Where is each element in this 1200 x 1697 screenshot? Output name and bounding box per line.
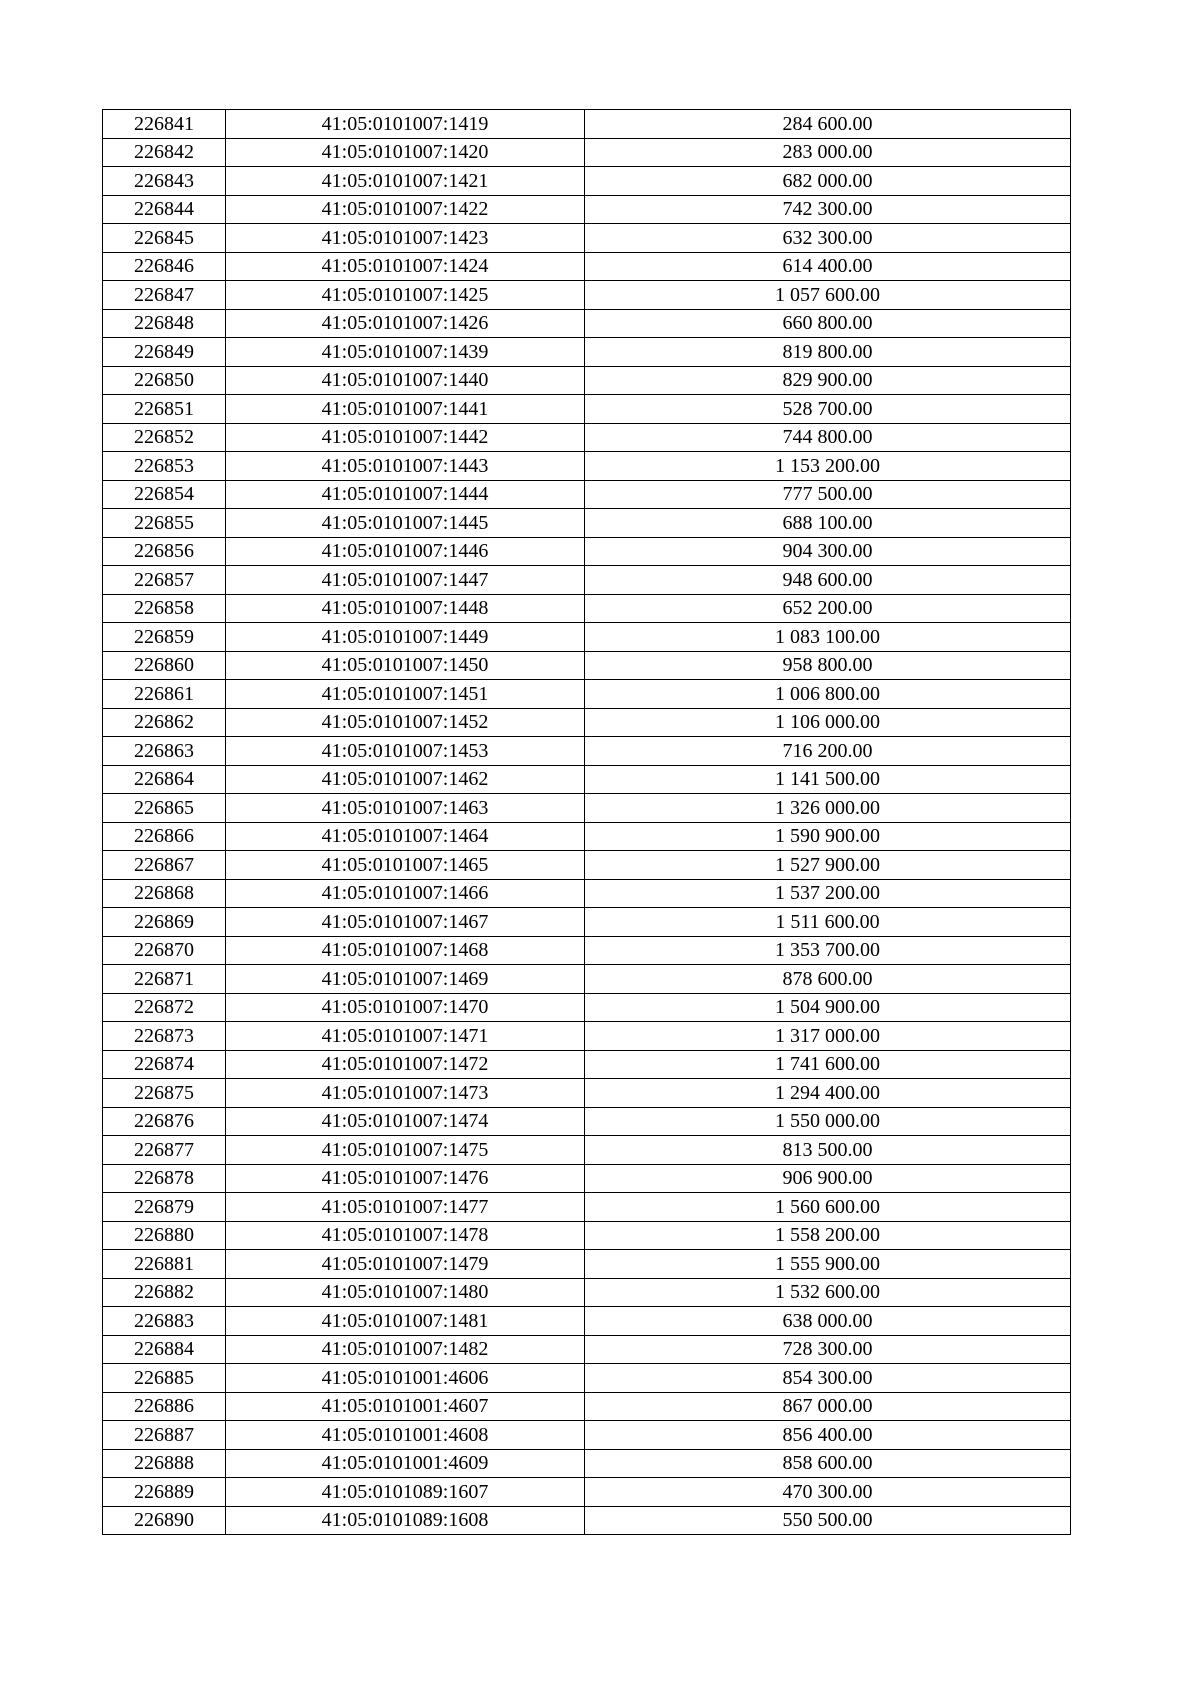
table-row [103, 452, 1071, 481]
cadastral-value-cell: 1 537 200.00 [585, 879, 1071, 908]
cadastral-value-cell: 470 300.00 [585, 1478, 1071, 1507]
row-number-cell: 226890 [103, 1506, 226, 1535]
row-number-cell: 226874 [103, 1050, 226, 1079]
cadastral-number-cell: 41:05:0101007:1474 [226, 1107, 585, 1136]
cadastral-number-cell: 41:05:0101001:4609 [226, 1449, 585, 1478]
row-number-cell: 226880 [103, 1221, 226, 1250]
row-number-cell: 226857 [103, 566, 226, 595]
row-number-cell: 226886 [103, 1392, 226, 1421]
table-row [103, 1136, 1071, 1165]
row-number-cell: 226883 [103, 1307, 226, 1336]
row-number-cell: 226869 [103, 908, 226, 937]
cadastral-number-cell: 41:05:0101007:1476 [226, 1164, 585, 1193]
cadastral-number-cell: 41:05:0101007:1481 [226, 1307, 585, 1336]
row-number-cell: 226864 [103, 765, 226, 794]
cadastral-value-cell: 682 000.00 [585, 167, 1071, 196]
row-number-cell: 226846 [103, 252, 226, 281]
table-row [103, 309, 1071, 338]
row-number-cell: 226860 [103, 651, 226, 680]
row-number-cell: 226889 [103, 1478, 226, 1507]
table-row [103, 281, 1071, 310]
cadastral-value-cell: 958 800.00 [585, 651, 1071, 680]
table-row [103, 993, 1071, 1022]
cadastral-value-cell: 528 700.00 [585, 395, 1071, 424]
cadastral-value-cell: 819 800.00 [585, 338, 1071, 367]
row-number-cell: 226867 [103, 851, 226, 880]
row-number-cell: 226885 [103, 1364, 226, 1393]
table-row [103, 366, 1071, 395]
row-number-cell: 226862 [103, 708, 226, 737]
cadastral-value-cell: 867 000.00 [585, 1392, 1071, 1421]
cadastral-number-cell: 41:05:0101007:1447 [226, 566, 585, 595]
cadastral-value-cell: 904 300.00 [585, 537, 1071, 566]
cadastral-number-cell: 41:05:0101007:1478 [226, 1221, 585, 1250]
table-row [103, 1478, 1071, 1507]
table-row [103, 1364, 1071, 1393]
cadastral-number-cell: 41:05:0101007:1479 [226, 1250, 585, 1279]
row-number-cell: 226855 [103, 509, 226, 538]
cadastral-number-cell: 41:05:0101007:1441 [226, 395, 585, 424]
cadastral-value-cell: 1 326 000.00 [585, 794, 1071, 823]
cadastral-number-cell: 41:05:0101007:1421 [226, 167, 585, 196]
cadastral-value-cell: 744 800.00 [585, 423, 1071, 452]
cadastral-value-cell: 948 600.00 [585, 566, 1071, 595]
cadastral-number-cell: 41:05:0101001:4608 [226, 1421, 585, 1450]
table-row [103, 566, 1071, 595]
table-row [103, 737, 1071, 766]
cadastral-value-cell: 284 600.00 [585, 110, 1071, 139]
table-row [103, 680, 1071, 709]
table-row [103, 623, 1071, 652]
cadastral-value-cell: 688 100.00 [585, 509, 1071, 538]
table-row [103, 1506, 1071, 1535]
row-number-cell: 226854 [103, 480, 226, 509]
cadastral-number-cell: 41:05:0101007:1443 [226, 452, 585, 481]
cadastral-number-cell: 41:05:0101007:1468 [226, 936, 585, 965]
table-row [103, 908, 1071, 937]
cadastral-number-cell: 41:05:0101089:1608 [226, 1506, 585, 1535]
row-number-cell: 226876 [103, 1107, 226, 1136]
cadastral-value-cell: 1 504 900.00 [585, 993, 1071, 1022]
cadastral-number-cell: 41:05:0101089:1607 [226, 1478, 585, 1507]
cadastral-value-cell: 1 558 200.00 [585, 1221, 1071, 1250]
cadastral-number-cell: 41:05:0101007:1420 [226, 138, 585, 167]
table-row [103, 1250, 1071, 1279]
row-number-cell: 226881 [103, 1250, 226, 1279]
cadastral-number-cell: 41:05:0101007:1482 [226, 1335, 585, 1364]
row-number-cell: 226847 [103, 281, 226, 310]
cadastral-number-cell: 41:05:0101007:1472 [226, 1050, 585, 1079]
cadastral-value-cell: 1 083 100.00 [585, 623, 1071, 652]
row-number-cell: 226887 [103, 1421, 226, 1450]
table-row [103, 1193, 1071, 1222]
cadastral-number-cell: 41:05:0101001:4606 [226, 1364, 585, 1393]
cadastral-value-cell: 1 294 400.00 [585, 1079, 1071, 1108]
table-row [103, 537, 1071, 566]
cadastral-number-cell: 41:05:0101007:1442 [226, 423, 585, 452]
cadastral-number-cell: 41:05:0101007:1424 [226, 252, 585, 281]
cadastral-value-cell: 1 741 600.00 [585, 1050, 1071, 1079]
cadastral-number-cell: 41:05:0101007:1452 [226, 708, 585, 737]
table-row [103, 480, 1071, 509]
row-number-cell: 226848 [103, 309, 226, 338]
cadastral-number-cell: 41:05:0101007:1425 [226, 281, 585, 310]
table-row [103, 1421, 1071, 1450]
cadastral-value-cell: 1 153 200.00 [585, 452, 1071, 481]
cadastral-number-cell: 41:05:0101007:1450 [226, 651, 585, 680]
row-number-cell: 226844 [103, 195, 226, 224]
cadastral-number-cell: 41:05:0101007:1449 [226, 623, 585, 652]
row-number-cell: 226868 [103, 879, 226, 908]
cadastral-number-cell: 41:05:0101007:1451 [226, 680, 585, 709]
cadastral-number-cell: 41:05:0101007:1444 [226, 480, 585, 509]
cadastral-number-cell: 41:05:0101007:1470 [226, 993, 585, 1022]
cadastral-number-cell: 41:05:0101007:1469 [226, 965, 585, 994]
table-row [103, 1164, 1071, 1193]
cadastral-value-cell: 906 900.00 [585, 1164, 1071, 1193]
cadastral-value-cell: 813 500.00 [585, 1136, 1071, 1165]
table-row [103, 1221, 1071, 1250]
table-row [103, 1079, 1071, 1108]
cadastral-number-cell: 41:05:0101007:1462 [226, 765, 585, 794]
table-row [103, 252, 1071, 281]
cadastral-value-cell: 1 527 900.00 [585, 851, 1071, 880]
row-number-cell: 226853 [103, 452, 226, 481]
row-number-cell: 226841 [103, 110, 226, 139]
cadastral-value-cell: 1 057 600.00 [585, 281, 1071, 310]
table-row [103, 765, 1071, 794]
row-number-cell: 226850 [103, 366, 226, 395]
cadastral-number-cell: 41:05:0101007:1466 [226, 879, 585, 908]
table-row [103, 879, 1071, 908]
cadastral-value-cell: 1 317 000.00 [585, 1022, 1071, 1051]
cadastral-value-cell: 1 550 000.00 [585, 1107, 1071, 1136]
row-number-cell: 226865 [103, 794, 226, 823]
row-number-cell: 226842 [103, 138, 226, 167]
table-body [103, 110, 1071, 1535]
cadastral-number-cell: 41:05:0101007:1423 [226, 224, 585, 253]
cadastral-value-cell: 856 400.00 [585, 1421, 1071, 1450]
cadastral-value-cell: 1 511 600.00 [585, 908, 1071, 937]
cadastral-value-cell: 1 006 800.00 [585, 680, 1071, 709]
row-number-cell: 226882 [103, 1278, 226, 1307]
cadastral-value-cell: 614 400.00 [585, 252, 1071, 281]
cadastral-value-cell: 660 800.00 [585, 309, 1071, 338]
row-number-cell: 226877 [103, 1136, 226, 1165]
row-number-cell: 226873 [103, 1022, 226, 1051]
cadastral-value-cell: 716 200.00 [585, 737, 1071, 766]
cadastral-number-cell: 41:05:0101007:1440 [226, 366, 585, 395]
cadastral-value-cell: 742 300.00 [585, 195, 1071, 224]
table-row [103, 138, 1071, 167]
row-number-cell: 226888 [103, 1449, 226, 1478]
table-row [103, 509, 1071, 538]
table-row [103, 1449, 1071, 1478]
table-row [103, 167, 1071, 196]
cadastral-number-cell: 41:05:0101007:1463 [226, 794, 585, 823]
table-row [103, 1307, 1071, 1336]
table-row [103, 965, 1071, 994]
row-number-cell: 226852 [103, 423, 226, 452]
cadastral-number-cell: 41:05:0101007:1467 [226, 908, 585, 937]
cadastral-value-cell: 858 600.00 [585, 1449, 1071, 1478]
cadastral-value-cell: 728 300.00 [585, 1335, 1071, 1364]
table-row [103, 110, 1071, 139]
table-row [103, 395, 1071, 424]
table-row [103, 1022, 1071, 1051]
cadastral-number-cell: 41:05:0101007:1480 [226, 1278, 585, 1307]
row-number-cell: 226863 [103, 737, 226, 766]
row-number-cell: 226858 [103, 594, 226, 623]
cadastral-number-cell: 41:05:0101001:4607 [226, 1392, 585, 1421]
row-number-cell: 226871 [103, 965, 226, 994]
cadastral-value-table [102, 109, 1071, 1535]
row-number-cell: 226843 [103, 167, 226, 196]
table-row [103, 936, 1071, 965]
cadastral-value-cell: 638 000.00 [585, 1307, 1071, 1336]
cadastral-number-cell: 41:05:0101007:1477 [226, 1193, 585, 1222]
cadastral-number-cell: 41:05:0101007:1473 [226, 1079, 585, 1108]
row-number-cell: 226859 [103, 623, 226, 652]
cadastral-number-cell: 41:05:0101007:1445 [226, 509, 585, 538]
table-row [103, 651, 1071, 680]
row-number-cell: 226861 [103, 680, 226, 709]
table-row [103, 794, 1071, 823]
cadastral-value-cell: 1 555 900.00 [585, 1250, 1071, 1279]
row-number-cell: 226872 [103, 993, 226, 1022]
cadastral-value-cell: 652 200.00 [585, 594, 1071, 623]
table-row [103, 423, 1071, 452]
table-row [103, 594, 1071, 623]
row-number-cell: 226878 [103, 1164, 226, 1193]
table-row [103, 851, 1071, 880]
row-number-cell: 226851 [103, 395, 226, 424]
row-number-cell: 226845 [103, 224, 226, 253]
cadastral-value-cell: 854 300.00 [585, 1364, 1071, 1393]
cadastral-number-cell: 41:05:0101007:1439 [226, 338, 585, 367]
row-number-cell: 226849 [103, 338, 226, 367]
cadastral-value-cell: 1 141 500.00 [585, 765, 1071, 794]
table-row [103, 1392, 1071, 1421]
row-number-cell: 226875 [103, 1079, 226, 1108]
cadastral-number-cell: 41:05:0101007:1426 [226, 309, 585, 338]
table-row [103, 1050, 1071, 1079]
cadastral-number-cell: 41:05:0101007:1453 [226, 737, 585, 766]
cadastral-number-cell: 41:05:0101007:1448 [226, 594, 585, 623]
cadastral-number-cell: 41:05:0101007:1464 [226, 822, 585, 851]
table-row [103, 1278, 1071, 1307]
table-row [103, 195, 1071, 224]
table-row [103, 224, 1071, 253]
cadastral-value-cell: 1 590 900.00 [585, 822, 1071, 851]
cadastral-value-cell: 829 900.00 [585, 366, 1071, 395]
table-row [103, 338, 1071, 367]
row-number-cell: 226879 [103, 1193, 226, 1222]
cadastral-number-cell: 41:05:0101007:1471 [226, 1022, 585, 1051]
cadastral-number-cell: 41:05:0101007:1446 [226, 537, 585, 566]
table-row [103, 1107, 1071, 1136]
table-row [103, 1335, 1071, 1364]
cadastral-value-cell: 777 500.00 [585, 480, 1071, 509]
cadastral-value-cell: 1 106 000.00 [585, 708, 1071, 737]
row-number-cell: 226870 [103, 936, 226, 965]
cadastral-number-cell: 41:05:0101007:1422 [226, 195, 585, 224]
cadastral-value-cell: 1 353 700.00 [585, 936, 1071, 965]
row-number-cell: 226866 [103, 822, 226, 851]
row-number-cell: 226856 [103, 537, 226, 566]
cadastral-value-cell: 283 000.00 [585, 138, 1071, 167]
cadastral-value-cell: 1 560 600.00 [585, 1193, 1071, 1222]
cadastral-value-cell: 632 300.00 [585, 224, 1071, 253]
cadastral-value-cell: 550 500.00 [585, 1506, 1071, 1535]
cadastral-value-cell: 1 532 600.00 [585, 1278, 1071, 1307]
table-row [103, 822, 1071, 851]
row-number-cell: 226884 [103, 1335, 226, 1364]
cadastral-number-cell: 41:05:0101007:1419 [226, 110, 585, 139]
table-row [103, 708, 1071, 737]
cadastral-value-cell: 878 600.00 [585, 965, 1071, 994]
cadastral-number-cell: 41:05:0101007:1465 [226, 851, 585, 880]
cadastral-number-cell: 41:05:0101007:1475 [226, 1136, 585, 1165]
